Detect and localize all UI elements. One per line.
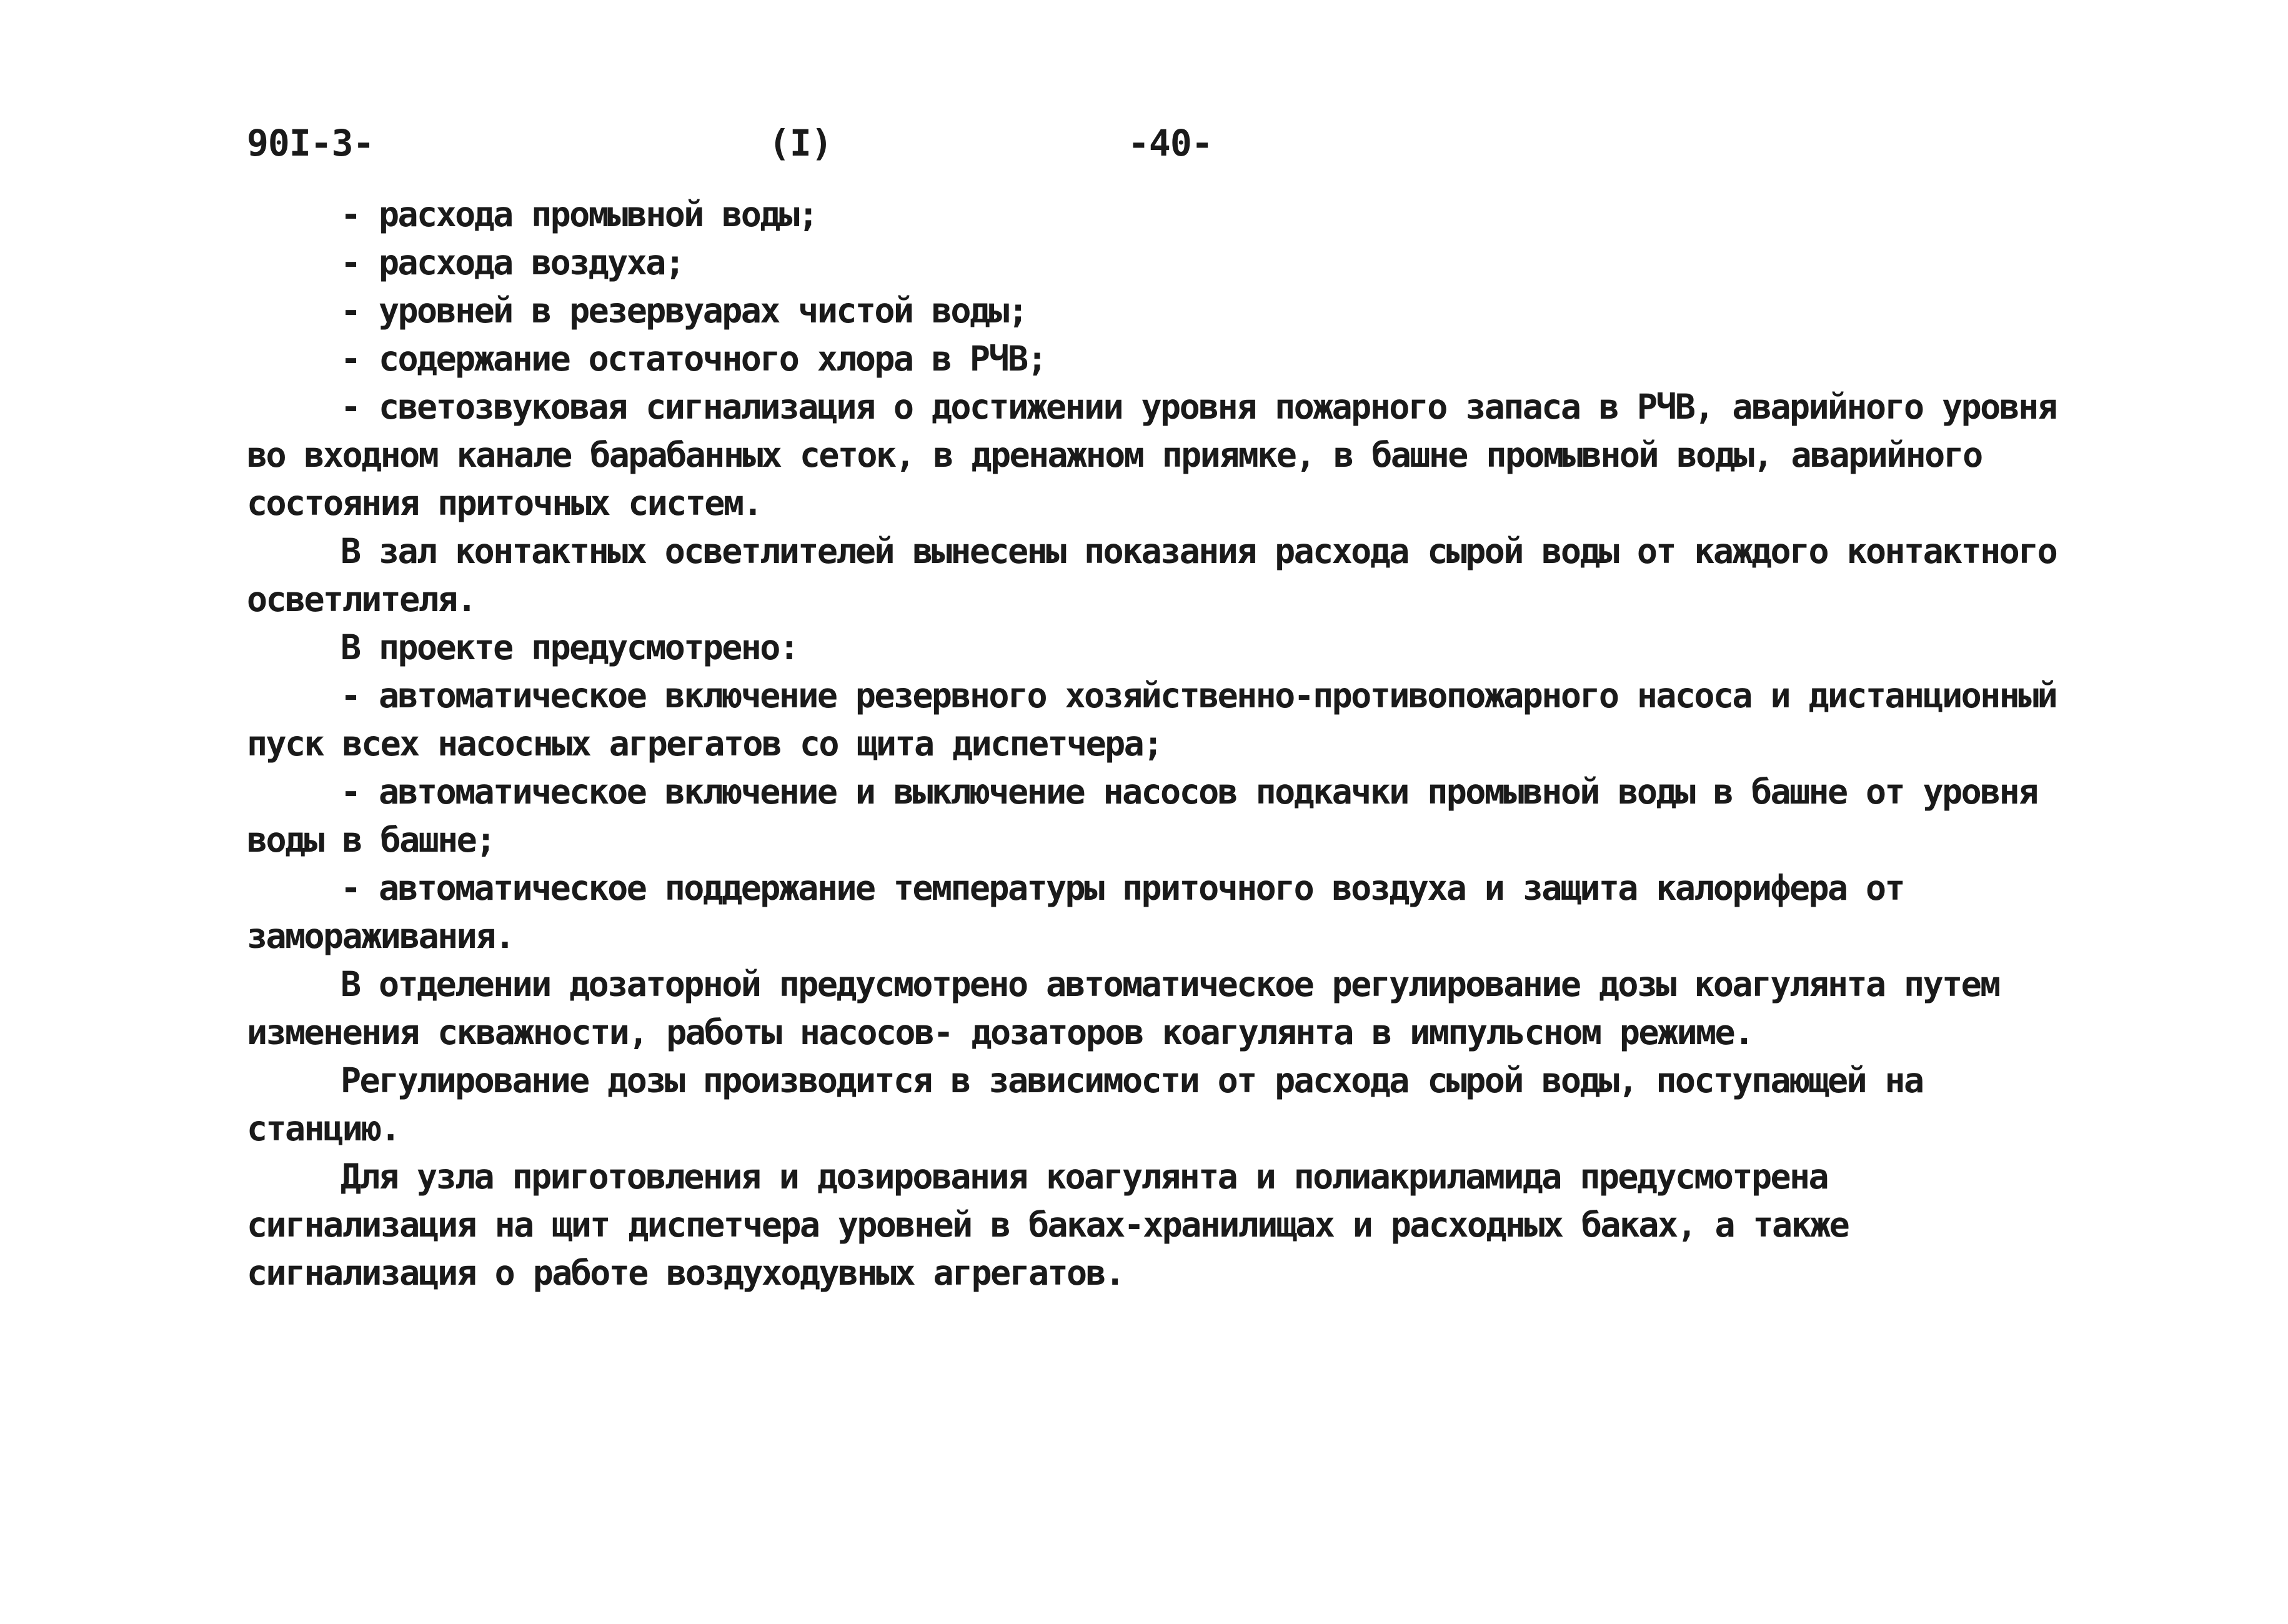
paragraph: - автоматическое включение резервного хозяйственно-противопожарного насоса и дистанционный пуск всех насосных агрегатов со щита диспетчера; <box>247 675 2057 764</box>
paragraph: - светозвуковая сигнализация о достижении уровня пожарного запаса в РЧВ, аварийного уровня во входном канале барабанных сеток, в дренажном приямке, в башне промывной воды, аварийного состояния приточных систем. <box>247 387 2057 523</box>
part-number: (I) <box>768 122 832 164</box>
page-header <box>247 122 2121 172</box>
paragraph: - расхода воздуха; <box>341 242 684 282</box>
paragraph: - содержание остаточного хлора в РЧВ; <box>341 339 1046 379</box>
body-text <box>247 191 2071 1297</box>
paragraph: Регулирование дозы производится в зависимости от расхода сырой воды, поступающей на станцию. <box>247 1060 1923 1148</box>
paragraph: - автоматическое поддержание температуры приточного воздуха и защита калорифера от замораживания. <box>247 868 1904 956</box>
paragraph: - уровней в резервуарах чистой воды; <box>341 291 1027 331</box>
paragraph: В проекте предусмотрено: <box>341 627 798 667</box>
paragraph: - автоматическое включение и выключение насосов подкачки промывной воды в башне от уровня воды в башне; <box>247 772 2037 860</box>
paragraph: - расхода промывной воды; <box>341 194 817 234</box>
paragraph: Для узла приготовления и дозирования коагулянта и полиакриламида предусмотрена сигнализация на щит диспетчера уровней в баках-хранилищах и расходных баках, а также сигнализация о работе воздуходувных агрегатов. <box>247 1157 1849 1293</box>
paragraph: В отделении дозаторной предусмотрено автоматическое регулирование дозы коагулянта путем изменения скважности, работы насосов- дозаторов коагулянта в импульсном режиме. <box>247 964 1999 1052</box>
document-code: 90I-3- <box>247 122 374 164</box>
page-number: -40- <box>1128 122 1213 164</box>
paragraph: В зал контактных осветлителей вынесены показания расхода сырой воды от каждого контактного осветлителя. <box>247 531 2057 619</box>
